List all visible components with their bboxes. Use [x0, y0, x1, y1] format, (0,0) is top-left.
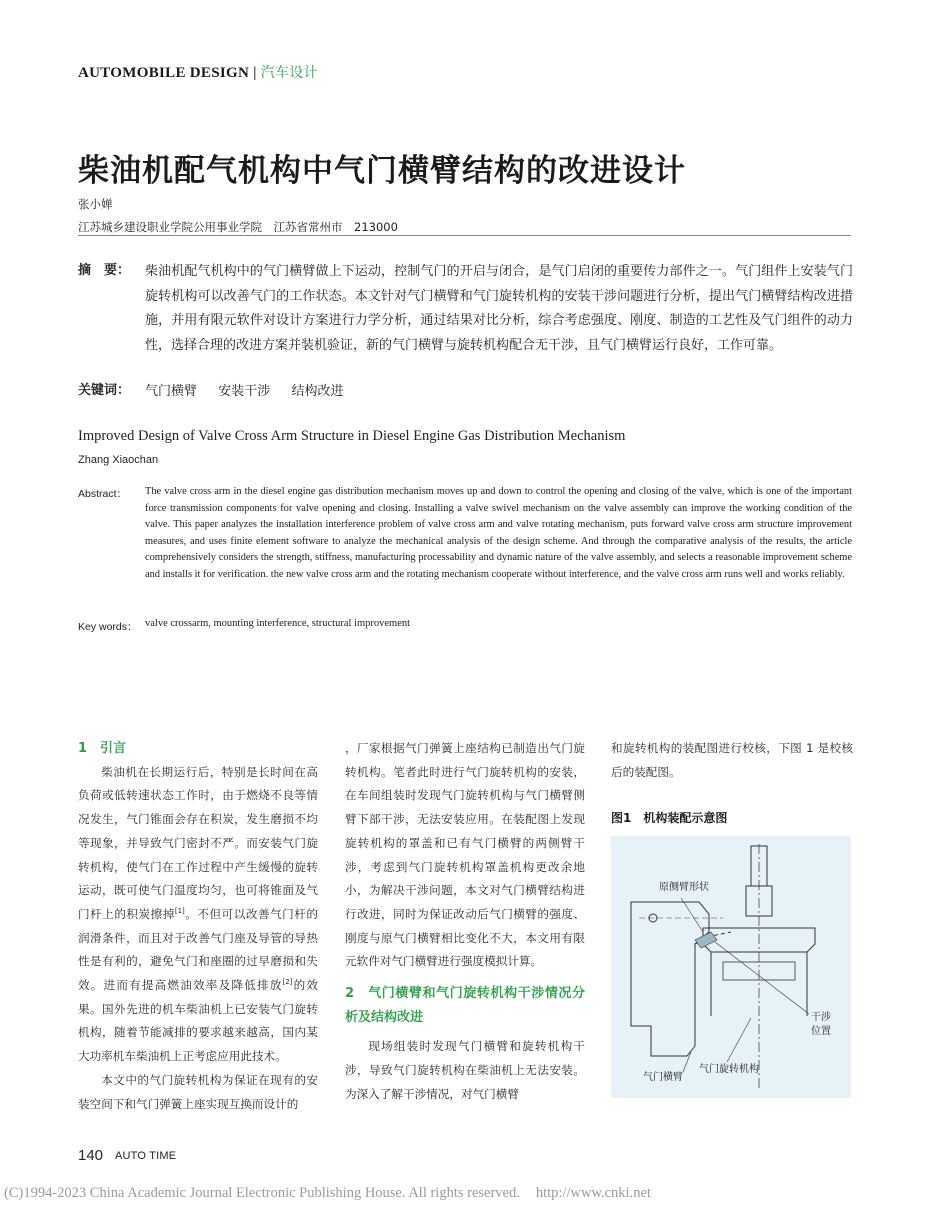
citation-1: [1]	[174, 907, 185, 916]
label-rotator: 气门旋转机构	[699, 1064, 759, 1075]
section-1-heading: 1 引言	[78, 741, 127, 756]
english-title: Improved Design of Valve Cross Arm Structure in Diesel Engine Gas Distribution Mechanism	[78, 428, 626, 444]
section-1-paragraph-2-cont: ，厂家根据气门弹簧上座结构已制造出气门旋转机构。笔者此时进行气门旋转机构的安装，在车间组装时发现气门旋转机构与气门横臂侧臂下部干涉，无法安装应用。在装配图上发现旋转机构的罩盖和已有气门横臂的两侧臂干涉，考虑到气门旋转机构罩盖机构更改余地小，为解决干涉问题，本文对气门横臂结构进行改进，同时为保证改动后气门横臂的强度、刚度与原气门横臂相比变化不大，本文用有限元软件对气门横臂进行强度模拟计算。	[345, 741, 585, 969]
english-author: Zhang Xiaochan	[78, 454, 159, 466]
header-separator: |	[253, 65, 257, 81]
body-column-1	[78, 737, 318, 1116]
section-2-paragraph-1: 现场组装时发现气门横臂和旋转机构干涉，导致气门旋转机构在柴油机上无法安装。为深入了解干涉情况，对气门横臂	[345, 1039, 585, 1101]
page-number: 140	[78, 1147, 104, 1164]
keywords-en-label: Key words：	[78, 621, 138, 633]
keyword-cn-item: 安装干涉	[218, 383, 271, 398]
copyright-text: (C)1994-2023 China Academic Journal Electronic Publishing House. All rights reserved.	[4, 1185, 520, 1201]
assembly-diagram	[611, 836, 851, 1098]
body-column-2	[345, 737, 585, 1107]
keyword-cn-item: 结构改进	[291, 383, 344, 398]
abstract-en-text: The valve cross arm in the diesel engine gas distribution mechanism moves up and down to control the opening and closing of the valve, which is one of the important force transmission components for valve opening and closing. Installing a valve swivel mechanism on the valve assembly can improve the working condition of the valve. This paper analyzes the installation interference problem of valve cross arm and valve rotating mechanism, puts forward valve cross arm structure improvement measures, and uses finite element software to analyze the mechanical analysis of the design scheme. And through the comparative analysis of the results, the article comprehensively considers the strength, stiffness, manufacturing processability and dynamic nature of the valve assembly, and selects a reasonable improvement scheme and installs it for verification. the new valve cross arm and the rotating mechanism cooperate without interference, and the valve cross arm runs well and works reliably.	[145, 486, 852, 580]
header-en: AUTOMOBILE DESIGN	[78, 65, 250, 81]
keywords-cn	[145, 379, 362, 404]
copyright-line	[4, 1185, 651, 1202]
author: 张小婵	[78, 197, 113, 211]
section-2-heading: 2 气门横臂和气门旋转机构干涉情况分析及结构改进	[345, 986, 585, 1025]
label-valve-arm: 气门横臂	[643, 1072, 683, 1083]
journal-header	[78, 62, 318, 82]
copyright-url: http://www.cnki.net	[535, 1185, 651, 1201]
title-divider	[78, 235, 851, 236]
header-cn: 汽车设计	[260, 66, 318, 81]
keyword-cn-item: 气门横臂	[145, 383, 198, 398]
abstract-en-label: Abstract：	[78, 488, 128, 500]
keywords-en-text: valve crossarm, mounting interference, structural improvement	[145, 618, 411, 629]
abstract-cn-label: 摘 要：	[78, 263, 131, 278]
abstract-cn-text: 柴油机配气机构中的气门横臂做上下运动，控制气门的开启与闭合，是气门启闭的重要传力部件之一。气门组件上安装气门旋转机构可以改善气门的工作状态。本文针对气门横臂和气门旋转机构的安装干涉问题进行分析，提出气门横臂结构改进措施，并用有限元软件对设计方案进行力学分析，通过结果对比分析，综合考虑强度、刚度、制造的工艺性及气门组件的动力性，选择合理的改进方案并装机验证，新的气门横臂与旋转机构配合无干涉，且气门横臂运行良好，工作可靠。	[145, 263, 853, 353]
interference-area	[695, 932, 717, 948]
section-2-paragraph-1-cont: 和旋转机构的装配图进行校核，下图 1 是校核后的装配图。	[611, 741, 853, 779]
body-column-3	[611, 737, 853, 784]
label-original-arm: 原侧臂形状	[659, 882, 709, 893]
keywords-cn-label: 关键词：	[78, 383, 131, 398]
affiliation: 江苏城乡建设职业学院公用事业学院 江苏省常州市 213000	[78, 220, 398, 234]
section-1-paragraph-2: 本文中的气门旋转机构为保证在现有的安装空间下和气门弹簧上座实现互换而设计的	[78, 1072, 318, 1111]
label-interference-1: 干涉	[811, 1012, 831, 1023]
section-1-paragraph-1: 柴油机在长期运行后，特别是长时间在高负荷或低转速状态工作时，由于燃烧不良等情况发生，气门锥面会存在积炭，发生磨损不均等现象，并导致气门密封不严。而安装气门旋转机构，使气门在工作过程中产生缓慢的旋转运动，既可使气门温度均匀，也可将锥面及气门杆上的积炭擦掉[1]。不但可以改善气门杆的润滑条件，而且对于改善气门座及导管的导热性是有利的，避免气门和座圈的过早磨损和失效。进而有提高燃油效率及降低排放[2]的效果。国外先进的机车柴油机上已安装气门旋转机构，随着节能减排的要求越来越高，国内某大功率机车柴油机上正考虑应用此技术。	[78, 764, 318, 1064]
valve-cross-arm	[631, 902, 709, 1056]
label-interference-2: 位置	[811, 1026, 831, 1037]
magazine-name: AUTO TIME	[115, 1150, 177, 1162]
page-title: 柴油机配气机构中气门横臂结构的改进设计	[78, 153, 686, 189]
citation-2: [2]	[282, 978, 293, 987]
figure-caption: 图1 机构装配示意图	[611, 811, 728, 825]
figure-1	[611, 836, 851, 1098]
